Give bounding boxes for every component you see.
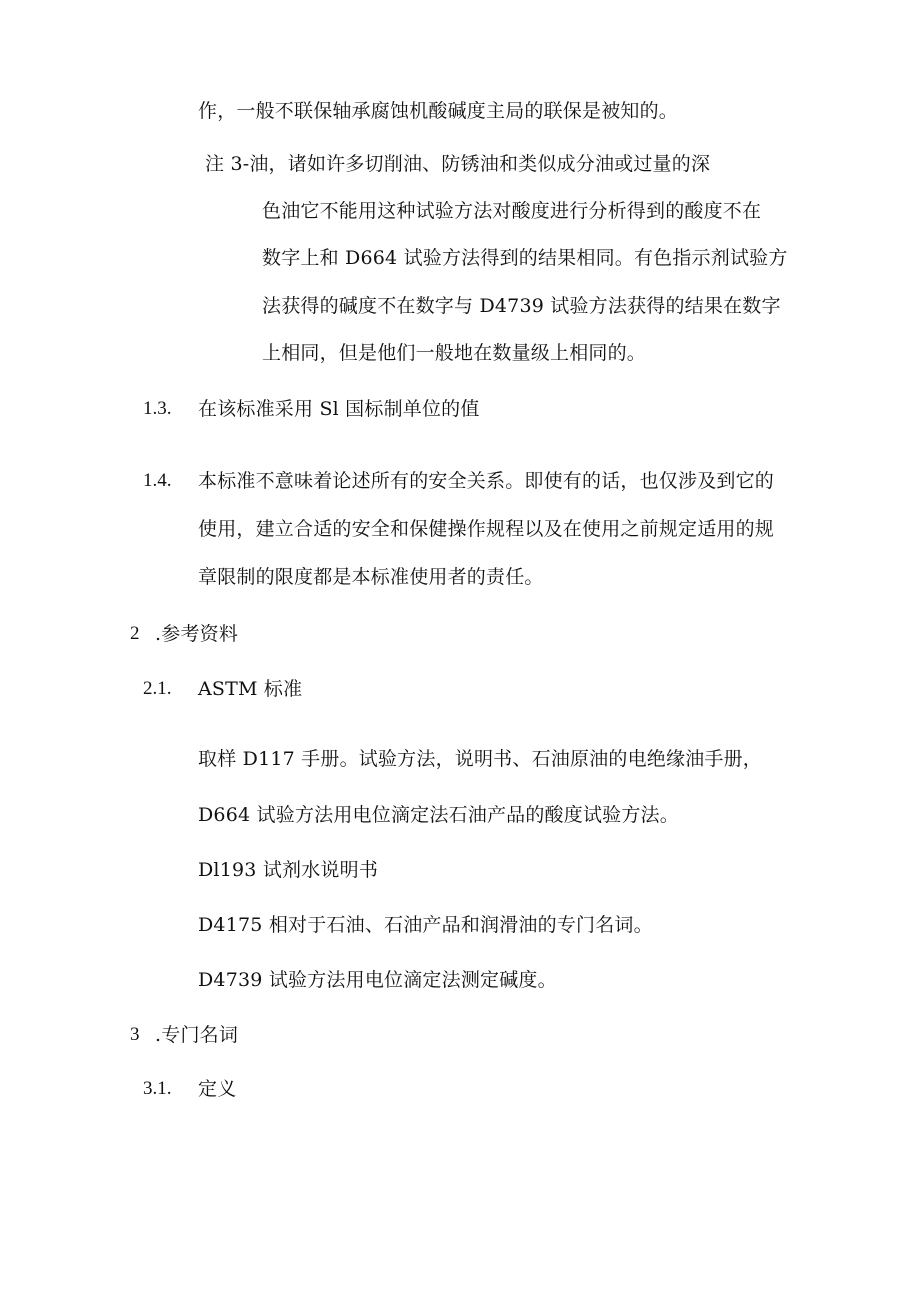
reference-item: D4739 试验方法用电位滴定法测定碱度。 bbox=[198, 969, 557, 991]
reference-item: Dl193 试剂水说明书 bbox=[198, 859, 379, 881]
section-1-3-number: 1.3. bbox=[143, 398, 172, 419]
section-2-title: .参考资料 bbox=[155, 623, 239, 645]
reference-item: D664 试验方法用电位滴定法石油产品的酸度试验方法。 bbox=[198, 804, 679, 826]
section-3-1-title: 定义 bbox=[198, 1078, 237, 1100]
reference-item: D4175 相对于石油、石油产品和润滑油的专门名词。 bbox=[198, 914, 653, 936]
section-2-number: 2 bbox=[130, 623, 140, 644]
section-1-4-line-3: 章限制的限度都是本标准使用者的责任。 bbox=[198, 566, 544, 588]
section-1-4-line-2: 使用，建立合适的安全和保健操作规程以及在使用之前规定适用的规 bbox=[198, 518, 775, 540]
note-3-line-3: 数字上和 D664 试验方法得到的结果相同。有色指示剂试验方 bbox=[262, 247, 788, 269]
section-1-4-number: 1.4. bbox=[143, 470, 172, 491]
note-3-line-2: 色油它不能用这种试验方法对酸度进行分析得到的酸度不在 bbox=[262, 200, 762, 222]
section-3-number: 3 bbox=[130, 1024, 140, 1045]
section-3-1-number: 3.1. bbox=[143, 1078, 172, 1099]
section-1-3-text: 在该标准采用 Sl 国标制单位的值 bbox=[198, 398, 480, 420]
note-3-line-5: 上相同，但是他们一般地在数量级上相同的。 bbox=[262, 342, 647, 364]
section-1-4-line-1: 本标准不意味着论述所有的安全关系。即使有的话，也仅涉及到它的 bbox=[198, 470, 775, 492]
paragraph-continuation: 作，一般不联保轴承腐蚀机酸碱度主局的联保是被知的。 bbox=[198, 100, 679, 122]
note-3-line-4: 法获得的碱度不在数字与 D4739 试验方法获得的结果在数字 bbox=[262, 295, 781, 317]
reference-item: 取样 D117 手册。试验方法，说明书、石油原油的电绝缘油手册， bbox=[198, 748, 762, 770]
note-3-line-1: 注 3-油，诸如许多切削油、防锈油和类似成分油或过量的深 bbox=[205, 153, 711, 175]
section-2-1-number: 2.1. bbox=[143, 678, 172, 699]
section-3-title: .专门名词 bbox=[155, 1024, 239, 1046]
section-2-1-title: ASTM 标准 bbox=[198, 678, 303, 700]
